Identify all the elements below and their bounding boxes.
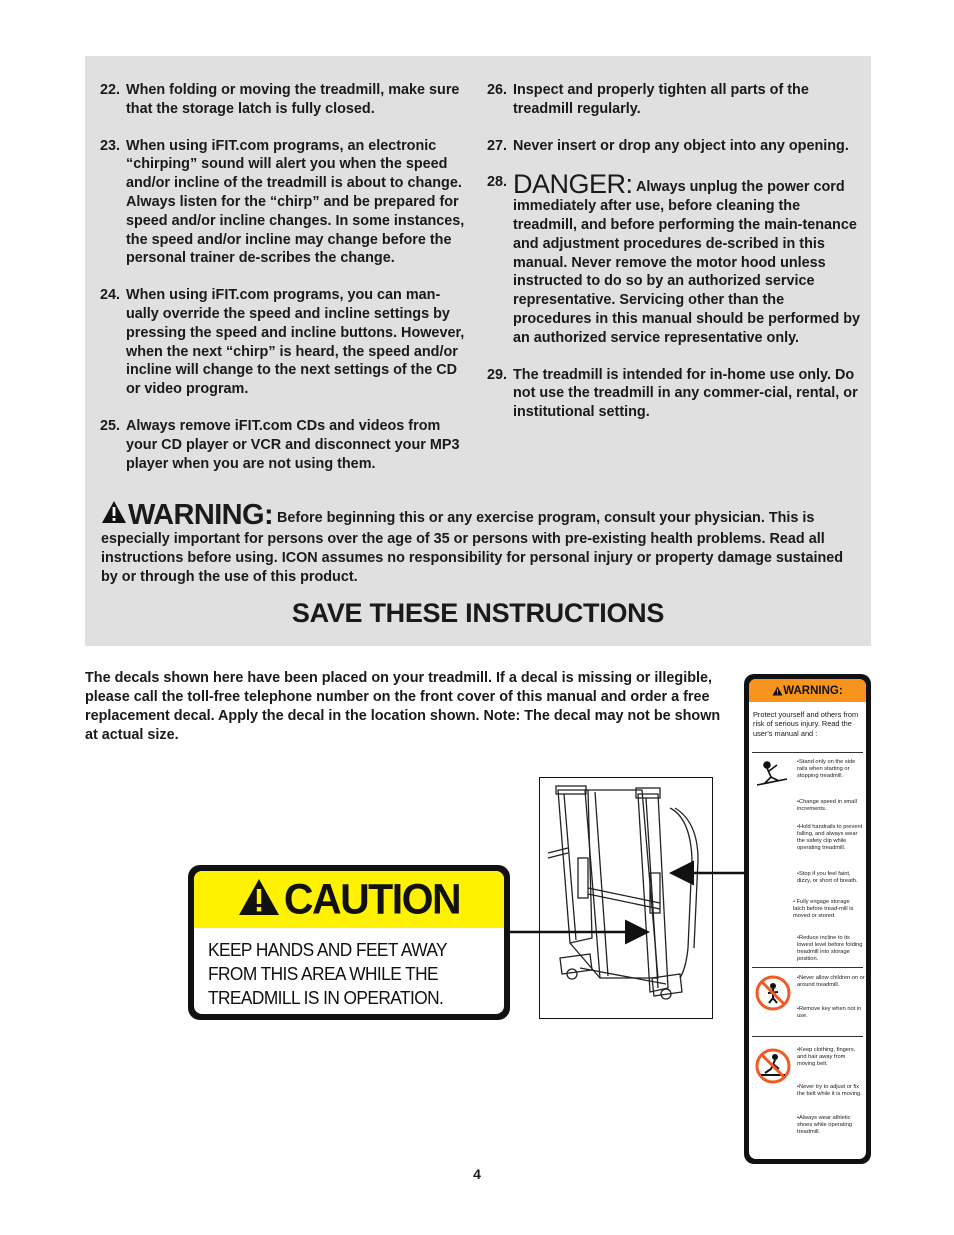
warning-label: WARNING: <box>128 499 274 531</box>
warning-decal <box>744 674 871 1164</box>
caution-line: KEEP HANDS AND FEET AWAY <box>208 939 448 960</box>
warning-decal-item: • Fully engage storage latch before tread-mill is moved or stored. <box>793 899 854 919</box>
warning-decal-item: •Stand only on the side rails when starting or stopping treadmill. <box>797 759 856 779</box>
item-number: 25. <box>100 417 121 434</box>
warning-decal-title: WARNING: <box>783 684 843 697</box>
divider <box>752 1036 863 1037</box>
warning-decal-item: •Reduce incline to its lowest level before folding treadmill into storage position. <box>797 935 863 962</box>
item-number: 27. <box>487 137 508 154</box>
item-text: Always remove iFIT.com CDs and videos from your CD player or VCR and disconnect your MP3 player when you are not using them. <box>126 417 460 472</box>
warning-decal-item: •Never try to adjust or fix the belt while it is moving. <box>797 1084 862 1097</box>
save-instructions-heading: SAVE THESE INSTRUCTIONS <box>291 598 665 628</box>
no-hands-near-belt-icon <box>755 1047 791 1090</box>
warning-decal-intro: Protect yourself and others from risk of serious injury. Read the user's manual and : <box>753 710 859 738</box>
item-number: 24. <box>100 287 121 304</box>
item-number: 23. <box>100 137 121 154</box>
item-text: Never insert or drop any object into any opening. <box>513 137 849 154</box>
danger-label: DANGER: <box>513 169 633 200</box>
warning-decal-item: •Never allow children on or around treadmill. <box>797 975 865 988</box>
warning-text: Before beginning this or any exercise program, consult your physician. This is especially important for persons over the age of 35 or persons with pre-existing health problems. Read all instructions before using. ICON assumes no responsibility for personal injury or property damage sustained by or through the use of this product. <box>101 510 844 585</box>
warning-decal-item: •Change speed in small increments. <box>797 799 857 812</box>
warning-decal-item: •Remove key when not in use. <box>797 1006 862 1019</box>
warning-decal-item: •Always wear athletic shoes while operating treadmill. <box>797 1115 853 1135</box>
warning-decal-triangle-icon <box>772 686 783 696</box>
person-falling-icon <box>755 759 789 794</box>
warning-decal-inner <box>749 679 866 1159</box>
item-number: 28. <box>487 174 508 191</box>
caution-line: TREADMILL IS IN OPERATION. <box>208 987 444 1008</box>
item-text: When folding or moving the treadmill, make sure that the storage latch is fully closed. <box>126 82 460 117</box>
item-number: 26. <box>487 82 508 98</box>
item-text: Inspect and properly tighten all parts of the treadmill regularly. <box>513 82 809 117</box>
warning-decal-header <box>749 679 866 702</box>
item-number: 29. <box>487 366 508 383</box>
item-text: When using iFIT.com programs, an electronic “chirping” sound will alert you when the speed and/or incline of the treadmill is about to change. Always listen for the “chirp” and be prepared for speed and/or incline changes. In some instances, the speed and/or incline may change before the personal trainer de-scribes the change. <box>126 137 465 267</box>
item-number: 22. <box>100 82 121 98</box>
item-text: When using iFIT.com programs, you can man-ually override the speed and incline settings by pressing the speed and incline buttons. However, when the next “chirp” is heard, the speed and/or incline will change to the next settings of the CD or video program. <box>126 287 465 398</box>
warning-decal-item: •Hold handrails to prevent falling, and always wear the safety clip while operating treadmill. <box>797 824 863 851</box>
item-text: The treadmill is intended for in-home use only. Do not use the treadmill in any commer-cial, rental, or institutional setting. <box>513 366 858 421</box>
decal-intro-paragraph: The decals shown here have been placed on your treadmill. If a decal is missing or illegible, please call the toll-free telephone number on the front cover of this manual and order a free replacement decal. Apply the decal in the location shown. Note: The decal may not be shown at actual size. <box>85 670 721 743</box>
caution-title: CAUTION <box>283 874 461 924</box>
page-number: 4 <box>473 1166 481 1182</box>
no-children-icon <box>755 975 791 1016</box>
warning-decal-item: •Stop if you feel faint, dizzy, or short of breath. <box>797 871 858 884</box>
divider <box>752 752 863 753</box>
warning-decal-item: •Keep clothing, fingers, and hair away from moving belt. <box>797 1047 856 1067</box>
divider <box>752 967 863 968</box>
danger-text: Always unplug the power cord immediately after use, before cleaning the treadmill, and before performing the main-tenance and adjustment procedures de-scribed in this manual. Never remove the motor hood unless instructed to do so by an authorized service representative. Servicing other than the procedures in this manual should be performed by an authorized service representative only. <box>513 179 861 346</box>
caution-line: FROM THIS AREA WHILE THE <box>208 963 439 984</box>
